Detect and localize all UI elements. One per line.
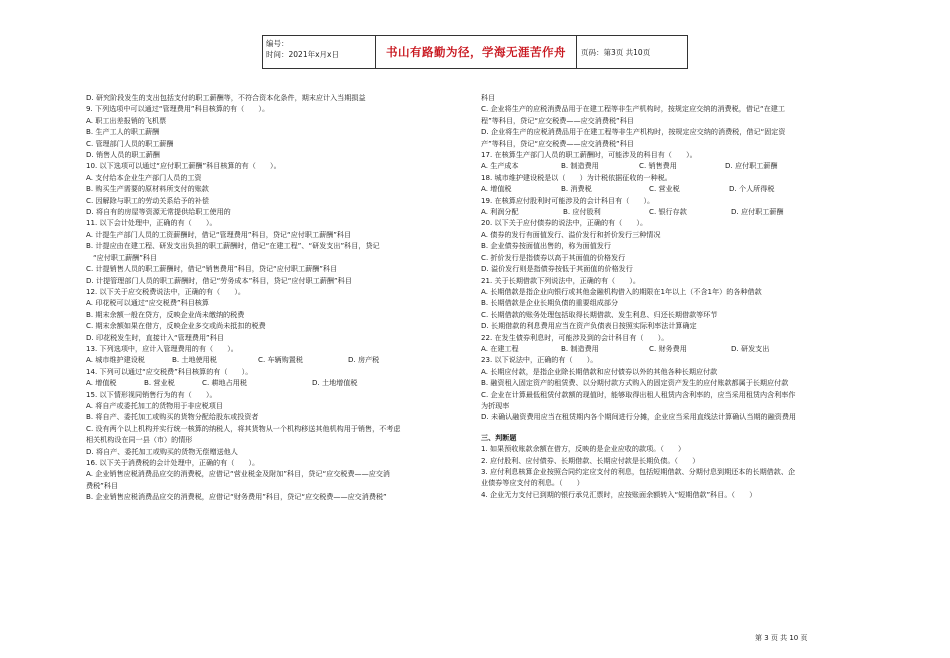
option-line: B. 融资租入固定资产的租赁费、以分期付款方式购入的固定资产发生的应付账款都属于长期应付款 — [481, 378, 789, 388]
option: A. 生产成本 — [481, 161, 519, 171]
option: C. 银行存款 — [649, 207, 687, 217]
option: C. 耕地占用税 — [202, 378, 247, 388]
option-line: A. 债券的发行有面值发行、溢价发行和折价发行三种情况 — [481, 229, 661, 239]
option-line: A. 支付给本企业生产部门人员的工资 — [86, 172, 202, 182]
option-line: 程”等科目，贷记“应交税费——应交消费税”科目 — [481, 115, 634, 125]
option: A. 增值税 — [481, 184, 512, 194]
option-line: B. 计提应由在建工程、研发支出负担的职工薪酬时，借记“在建工程”、“研发支出”科目，贷记 — [86, 241, 380, 251]
time-label: 时间：2021年x月x日 — [266, 50, 339, 59]
option-line: 相关机构设在同一县（市）的情形 — [86, 435, 193, 445]
option: B. 营业税 — [144, 378, 175, 388]
judge-question-3-cont: 业债券等应支付的利息。（ ） — [481, 478, 584, 488]
option-line: B. 期末余额一般在贷方，反映企业尚未缴纳的税费 — [86, 309, 245, 319]
option-line: A. 长期借款是指企业向银行或其他金融机构借入的期限在1年以上（不含1年）的各种借款 — [481, 286, 762, 296]
option-line: C. 设有两个以上机构并实行统一核算的纳税人，将其货物从一个机构移送其他机构用于销售，不考虑 — [86, 423, 401, 433]
option-line: D. 长期借款的利息费用应当在资产负债表日按照实际利率法计算确定 — [481, 321, 697, 331]
question-17: 17. 在核算生产部门人员的职工薪酬时，可能涉及的科目有（ ）。 — [481, 150, 697, 160]
option-line: C. 企业在计算最低租赁付款额的现值时，能够取得出租人租赁内含利率的，应当采用租赁内含利率作 — [481, 389, 796, 399]
option-row — [481, 183, 887, 194]
option-line: C. 因解除与职工的劳动关系给予的补偿 — [86, 195, 209, 205]
section-heading: 三、判断题 — [481, 432, 517, 442]
question-19: 19. 在核算应付股利时可能涉及的会计科目有（ ）。 — [481, 195, 655, 205]
page-header — [262, 35, 688, 69]
option-line: A. 计提生产部门人员的工资薪酬时，借记“管理费用”科目，贷记“应付职工薪酬”科目 — [86, 229, 352, 239]
question-23: 23. 以下说法中，正确的有（ ）。 — [481, 355, 598, 365]
judge-question-4: 4. 企业无力支付已到期的银行承兑汇票时，应按账面余额转入“短期借款”科目。（ ） — [481, 489, 757, 499]
judge-question-2: 2. 应付股利、应付债券、长期借款、长期应付款是长期负债。（ ） — [481, 455, 700, 465]
option-line: D. 溢价发行则是指债券按低于其面值的价格发行 — [481, 264, 633, 274]
option-line: C. 企业将生产的应税消费品用于在建工程等非生产机构时，按规定应交纳的消费税，借记“在建工 — [481, 104, 785, 114]
header-page-label: 页码：第3页 共10页 — [581, 47, 651, 57]
option: D. 应付职工薪酬 — [725, 161, 778, 171]
option-line: A. 将自产或委托加工的货物用于非应税项目 — [86, 400, 223, 410]
question-9: 9. 下列选项中可以通过“管理费用”科目核算的有（ ）。 — [86, 104, 270, 114]
header-meta — [263, 36, 376, 68]
header-motto: 书山有路勤为径，学海无涯苦作舟 — [376, 36, 577, 68]
option-line: D. 未确认融资费用应当在租赁期内各个期间进行分摊，企业应当采用直线法计算确认当期的融资费用 — [481, 412, 797, 422]
option-line: B. 长期借款是企业长期负债的重要组成部分 — [481, 298, 619, 308]
page-footer: 第 3 页 共 10 页 — [755, 634, 808, 642]
question-21: 21. 关于长期借款下列说法中，正确的有（ ）。 — [481, 275, 640, 285]
option-line: D. 印花税发生时，直接计入“管理费用”科目 — [86, 332, 224, 342]
option-line: A. 职工出差报销的飞机票 — [86, 115, 167, 125]
question-16: 16. 以下关于消费税的会计处理中，正确的有（ ）。 — [86, 458, 260, 467]
option-line: B. 企业销售应税消费品应交的消费税，应借记“财务费用”科目，贷记“应交税费——应交消费税” — [86, 492, 387, 502]
judge-question-1: 1. 如果预收账款余额在借方，反映的是企业应收的款项。（ ） — [481, 444, 686, 454]
option-line: 为折现率 — [481, 400, 510, 410]
question-20: 20. 以下关于应付债券的说法中，正确的有（ ）。 — [481, 218, 648, 228]
option: C. 销售费用 — [639, 161, 677, 171]
option: A. 城市维护建设税 — [86, 355, 145, 365]
option: D. 房产税 — [348, 355, 380, 365]
question-15: 15. 以下情形视同销售行为的有（ ）。 — [86, 389, 217, 399]
option: A. 在建工程 — [481, 343, 519, 353]
option: D. 个人所得税 — [729, 184, 775, 194]
option: C. 车辆购置税 — [258, 355, 303, 365]
option-line: B. 购买生产需要的原材料所支付的账款 — [86, 184, 209, 194]
option: D. 研发支出 — [731, 343, 770, 353]
option-line: A. 印花税可以通过“应交税费”科目核算 — [86, 298, 209, 308]
option-row — [481, 206, 887, 217]
option-line: C. 管理部门人员的职工薪酬 — [86, 138, 174, 148]
code-label: 编号： — [266, 39, 289, 48]
option: A. 增值税 — [86, 378, 117, 388]
option-line: C. 计提销售人员的职工薪酬时，借记“销售费用”科目，贷记“应付职工薪酬”科目 — [86, 264, 338, 274]
option-line: C. 期末余额如果在借方，反映企业多交或尚未抵扣的税费 — [86, 321, 266, 331]
option-line: “应付职工薪酬”科目 — [93, 252, 158, 262]
text-line: D. 研究阶段发生的支出包括支付的职工薪酬等，不符合资本化条件，期末应计入当期损益 — [86, 93, 366, 102]
question-10: 10. 以下选项可以通过“应付职工薪酬”科目核算的有（ ）。 — [86, 161, 281, 171]
option: B. 消费税 — [561, 184, 592, 194]
text-line: 科目 — [481, 93, 496, 102]
option: D. 土地增值税 — [312, 378, 358, 388]
question-12: 12. 以下关于应交税费说法中，正确的有（ ）。 — [86, 286, 245, 296]
option: B. 制造费用 — [561, 161, 599, 171]
option-line: A. 长期应付款，是指企业除长期借款和应付债券以外的其他各种长期应付款 — [481, 366, 718, 376]
question-11: 11. 以下会计处理中，正确的有（ ）。 — [86, 218, 217, 228]
option-row — [86, 354, 474, 365]
right-column — [481, 92, 887, 500]
option-line: D. 企业将生产的应税消费品用于在建工程等非生产机构时，按规定应交纳的消费税，借记“固定资 — [481, 127, 786, 137]
spacer — [481, 423, 887, 432]
option: D. 应付职工薪酬 — [731, 207, 784, 217]
option-line: D. 将自有的房屋等资源无常提供给职工使用的 — [86, 207, 231, 217]
option-row — [481, 343, 887, 354]
option-line: C. 长期借款的账务处理包括取得长期借款、发生利息、归还长期借款等环节 — [481, 309, 718, 319]
judge-question-3: 3. 应付利息核算企业按照合同约定应支付的利息，包括短期借款、分期付息到期还本的长期借款、企 — [481, 467, 796, 476]
question-18: 18. 城市维护建设税是以（ ）为计税依据征收的一种税。 — [481, 172, 672, 182]
question-22: 22. 在发生债券利息时，可能涉及到的会计科目有（ ）。 — [481, 332, 669, 342]
option: A. 利润分配 — [481, 207, 519, 217]
option: B. 制造费用 — [561, 343, 599, 353]
option: C. 财务费用 — [649, 343, 687, 353]
question-14: 14. 下列可以通过“应交税费”科目核算的有（ ）。 — [86, 366, 253, 376]
option: C. 营业税 — [649, 184, 680, 194]
option-line: A. 企业销售应税消费品应交的消费税，应借记“营业税金及附加”科目，贷记“应交税费——应交消 — [86, 469, 391, 479]
option-line: D. 销售人员的职工薪酬 — [86, 150, 160, 160]
question-13: 13. 下列选项中，应计入管理费用的有（ ）。 — [86, 343, 238, 353]
option: B. 应付股利 — [563, 207, 601, 217]
option-line: B. 生产工人的职工薪酬 — [86, 127, 160, 137]
option-row — [86, 377, 474, 388]
option-line: D. 计提管理部门人员的职工薪酬时，借记“劳务成本”科目，贷记“应付职工薪酬”科目 — [86, 275, 352, 285]
option-row — [481, 160, 887, 171]
option-line: 产”等科目，贷记“应交税费——应交消费税”科目 — [481, 138, 634, 148]
option-line: C. 折价发行是指债券以高于其面值的价格发行 — [481, 252, 626, 262]
option-line: B. 将自产、委托加工或购买的货物分配给股东或投资者 — [86, 412, 259, 422]
option-line: B. 企业债券按面值出售的，称为面值发行 — [481, 241, 611, 251]
option-line: D. 将自产、委托加工或购买的货物无偿赠送他人 — [86, 446, 238, 456]
option: B. 土地使用税 — [172, 355, 217, 365]
left-column — [86, 92, 474, 503]
option-line: 费税”科目 — [86, 480, 119, 490]
